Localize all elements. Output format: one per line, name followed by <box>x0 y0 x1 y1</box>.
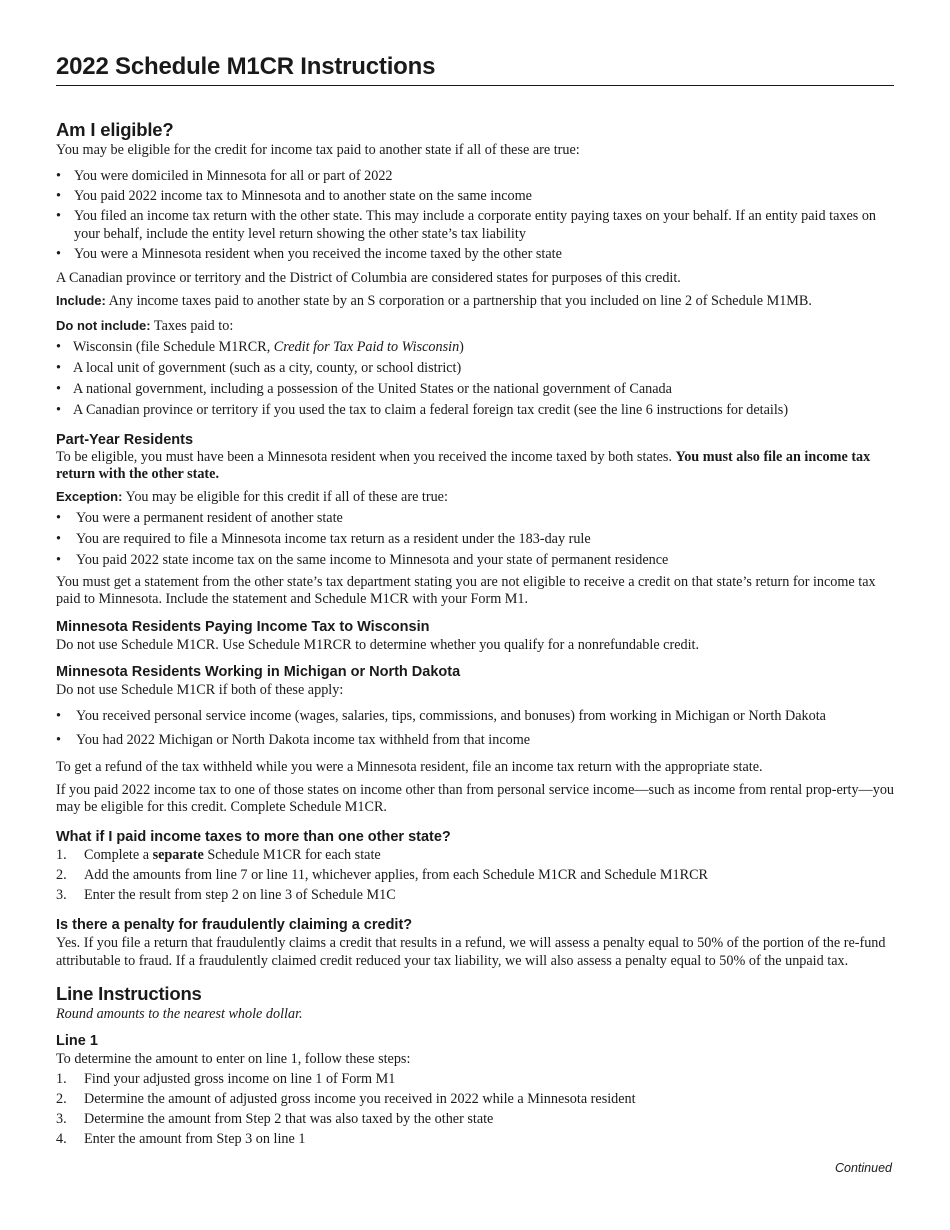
line-1-intro: To determine the amount to enter on line 1, follow these steps: <box>56 1051 411 1067</box>
list-item: • You were a Minnesota resident when you received the income taxed by the other state <box>56 245 894 263</box>
include-text: Any income taxes paid to another state by an S corporation or a partnership that you included on line 2 of Schedule M1MB. <box>108 293 812 309</box>
list-item <box>56 866 894 884</box>
step-text: Enter the amount from Step 3 on line 1 <box>84 1131 306 1147</box>
eligible-intro: You may be eligible for the credit for income tax paid to another state if all of these are true: <box>56 142 580 158</box>
canadian-note: A Canadian province or territory and the District of Columbia are considered states for purposes of this credit. <box>56 270 681 286</box>
line-1-steps <box>56 1070 894 1148</box>
list-item: • You had 2022 Michigan or North Dakota income tax withheld from that income <box>56 731 894 749</box>
michigan-heading: Minnesota Residents Working in Michigan or North Dakota <box>56 664 461 680</box>
list-item: • A Canadian province or territory if you used the tax to claim a federal foreign tax credit (see the line 6 instructions for details) <box>56 401 894 419</box>
list-item: • You paid 2022 state income tax on the same income to Minnesota and your state of permanent residence <box>56 551 894 569</box>
multi-state-heading: What if I paid income taxes to more than one other state? <box>56 829 451 845</box>
list-item <box>56 1130 894 1148</box>
part-year-requirement-bold: You must also file an income tax return with the other state. <box>56 449 871 482</box>
part-year-heading: Part-Year Residents <box>56 432 194 448</box>
step-1-suffix: Schedule M1CR for each state <box>203 847 381 863</box>
step-text: Determine the amount from Step 2 that was also taxed by the other state <box>84 1111 494 1127</box>
penalty-text: Yes. If you file a return that fraudulently claims a credit that results in a refund, we will assess a penalty equal to 50% of the portion of the re-fund attributable to fraud. If a fraudulently claimed credit reduced your tax liability, we will also assess a penalty equal to 50% of the unpaid tax. <box>56 935 886 969</box>
step-1-bold: separate <box>152 847 204 863</box>
list-item: • You are required to file a Minnesota income tax return as a resident under the 183-day rule <box>56 530 894 548</box>
michigan-intro: Do not use Schedule M1CR if both of these apply: <box>56 682 344 698</box>
exception-text: You may be eligible for this credit if all of these are true: <box>125 489 448 505</box>
step-1-prefix: Complete a <box>84 847 153 863</box>
penalty-heading: Is there a penalty for fraudulently claiming a credit? <box>56 917 413 933</box>
list-item <box>56 886 894 904</box>
list-item <box>56 846 894 864</box>
step-text: Determine the amount of adjusted gross income you received in 2022 while a Minnesota resident <box>84 1091 636 1107</box>
wisconsin-prefix: Wisconsin (file Schedule M1RCR, <box>73 339 274 355</box>
list-item <box>56 1110 894 1128</box>
do-not-include-label: Do not include: <box>56 318 151 333</box>
list-item: • A local unit of government (such as a city, county, or school district) <box>56 359 894 377</box>
part-year-statement: You must get a statement from the other state’s tax department stating you are not eligible to receive a credit on that state’s return for income tax paid to Minnesota. Include the statement and Schedule M1CR with your Form M1. <box>56 574 876 607</box>
continued-label: Continued <box>835 1161 892 1175</box>
step-number: 2. <box>56 867 67 883</box>
include-paragraph <box>56 292 894 310</box>
list-item: • You were a permanent resident of another state <box>56 509 894 527</box>
do-not-include-text: Taxes paid to: <box>153 318 234 334</box>
part-year-text <box>56 449 894 483</box>
list-item: • You paid 2022 income tax to Minnesota and to another state on the same income <box>56 187 894 205</box>
part-year-list <box>56 509 894 569</box>
list-item: • You were domiciled in Minnesota for all or part of 2022 <box>56 167 894 185</box>
list-item: • A national government, including a possession of the United States or the national government of Canada <box>56 380 894 398</box>
wisconsin-form-title: Credit for Tax Paid to Wisconsin <box>273 339 460 355</box>
list-item: • You received personal service income (wages, salaries, tips, commissions, and bonuses) from working in Michigan or North Dakota <box>56 707 894 725</box>
exception-paragraph <box>56 488 894 506</box>
michigan-list <box>56 707 894 749</box>
exception-label: Exception: <box>56 489 123 504</box>
do-not-include-paragraph <box>56 317 894 335</box>
step-number: 3. <box>56 887 67 903</box>
include-label: Include: <box>56 293 106 308</box>
step-number: 1. <box>56 847 67 863</box>
list-item <box>56 1090 894 1108</box>
eligible-heading: Am I eligible? <box>56 119 174 140</box>
step-text: Add the amounts from line 7 or line 11, whichever applies, from each Schedule M1CR and Schedule M1RCR <box>84 867 708 883</box>
line-instructions-heading: Line Instructions <box>56 983 202 1004</box>
list-item <box>56 338 894 356</box>
wisconsin-text: Do not use Schedule M1CR. Use Schedule M1RCR to determine whether you qualify for a nonrefundable credit. <box>56 637 700 653</box>
wisconsin-heading: Minnesota Residents Paying Income Tax to Wisconsin <box>56 619 430 635</box>
step-number: 4. <box>56 1131 67 1147</box>
step-text: Enter the result from step 2 on line 3 of Schedule M1C <box>84 887 396 903</box>
page <box>56 52 894 1148</box>
michigan-refund: To get a refund of the tax withheld while you were a Minnesota resident, file an income tax return with the appropriate state. <box>56 759 763 775</box>
page-title: 2022 Schedule M1CR Instructions <box>56 52 894 86</box>
step-number: 3. <box>56 1111 67 1127</box>
step-number: 2. <box>56 1091 67 1107</box>
multi-state-steps <box>56 846 894 904</box>
part-year-requirement: To be eligible, you must have been a Minnesota resident when you received the income taxed by both states. <box>56 449 672 465</box>
eligible-list <box>56 167 894 263</box>
step-text: Find your adjusted gross income on line 1 of Form M1 <box>84 1071 396 1087</box>
exclusion-list <box>56 338 894 419</box>
list-item: • You filed an income tax return with the other state. This may include a corporate entity paying taxes on your behalf. If an entity paid taxes on your behalf, include the entity level return showing the other state’s tax liability <box>56 207 894 243</box>
line-1-heading: Line 1 <box>56 1033 98 1049</box>
wisconsin-suffix: ) <box>459 339 464 355</box>
rounding-note: Round amounts to the nearest whole dollar. <box>56 1006 303 1022</box>
list-item <box>56 1070 894 1088</box>
step-number: 1. <box>56 1071 67 1087</box>
michigan-other-income: If you paid 2022 income tax to one of those states on income other than from personal service income—such as income from rental prop-erty—you may be eligible for this credit. Complete Schedule M1CR. <box>56 782 895 815</box>
